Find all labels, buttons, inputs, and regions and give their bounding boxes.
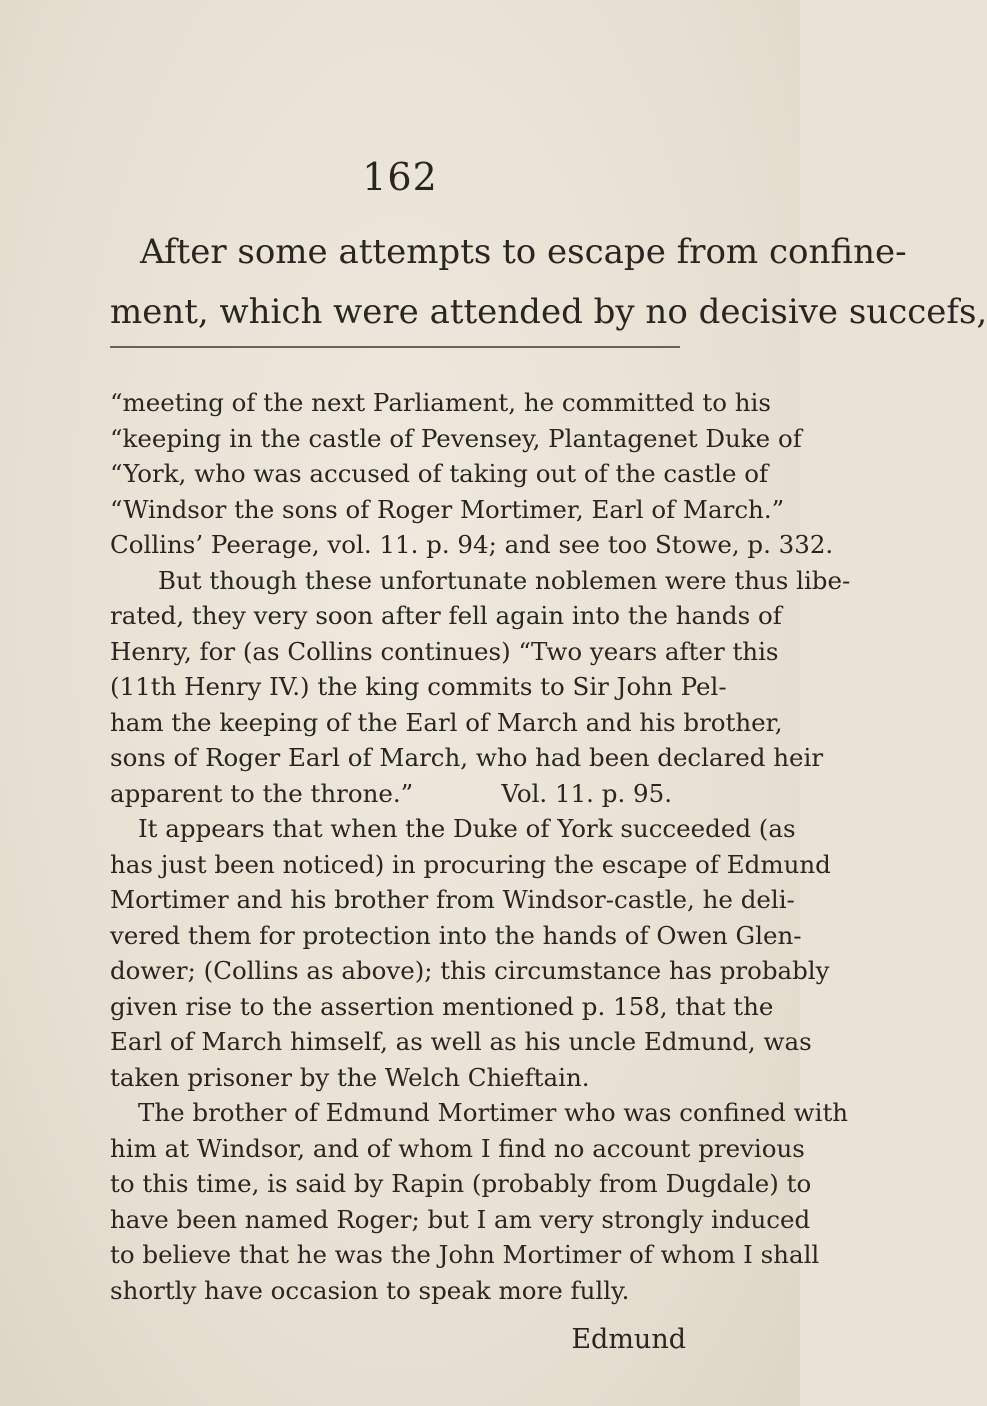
note-line: “keeping in the castle of Pevensey, Plantagenet Duke of: [110, 423, 802, 453]
main-text-line: After some attempts to escape from confine-: [140, 232, 907, 272]
note-line: to believe that he was the John Mortimer of whom I shall: [110, 1240, 820, 1269]
note-line: “York, who was accused of taking out of the castle of: [110, 459, 769, 488]
note-line: (11th Henry IV.) the king commits to Sir John Pel-: [110, 672, 727, 701]
note-line: him at Windsor, and of whom I find no account previous: [110, 1133, 805, 1163]
note-line: It appears that when the Duke of York succeeded (as: [138, 814, 796, 843]
note-line: “Windsor the sons of Roger Mortimer, Earl of March.”: [110, 494, 785, 524]
note-line: taken prisoner by the Welch Chieftain.: [110, 1062, 590, 1092]
main-text-line: ment, which were attended by no decisive succefs,: [110, 292, 987, 332]
note-line-text: apparent to the throne.”: [110, 778, 414, 808]
main-text: [110, 222, 987, 342]
note-line: But though these unfortunate noblemen were thus libe-: [158, 565, 851, 595]
note-line-with-ref: [110, 776, 692, 812]
note-line: have been named Roger; but I am very strongly induced: [110, 1204, 811, 1234]
footnotes: [110, 385, 851, 1358]
note-line: ham the keeping of the Earl of March and his brother,: [110, 707, 783, 737]
note-line: has just been noticed) in procuring the escape of Edmund: [110, 849, 831, 879]
note-line: Collins’ Peerage, vol. 11. p. 94; and see too Stowe, p. 332.: [110, 530, 834, 559]
note-line: sons of Roger Earl of March, who had been declared heir: [110, 743, 824, 772]
citation-ref: Vol. 11. p. 95.: [501, 778, 672, 808]
note-line: given rise to the assertion mentioned p. 158, that the: [110, 991, 774, 1021]
page-number: 162: [362, 155, 438, 199]
note-line: dower; (Collins as above); this circumstance has probably: [110, 956, 830, 985]
note-line: vered them for protection into the hands of Owen Glen-: [110, 920, 802, 950]
footnote-divider: [110, 346, 680, 348]
note-line: The brother of Edmund Mortimer who was confined with: [138, 1098, 849, 1127]
note-line: “meeting of the next Parliament, he committed to his: [110, 388, 771, 417]
note-line: Henry, for (as Collins continues) “Two years after this: [110, 636, 779, 666]
note-line: rated, they very soon after fell again into the hands of: [110, 601, 782, 630]
catchword: Edmund: [571, 1324, 686, 1355]
note-line: to this time, is said by Rapin (probably from Dugdale) to: [110, 1169, 812, 1198]
note-line: Earl of March himself, as well as his uncle Edmund, was: [110, 1027, 812, 1056]
note-line: shortly have occasion to speak more fully.: [110, 1275, 630, 1305]
note-line: Mortimer and his brother from Windsor-castle, he deli-: [110, 885, 795, 914]
